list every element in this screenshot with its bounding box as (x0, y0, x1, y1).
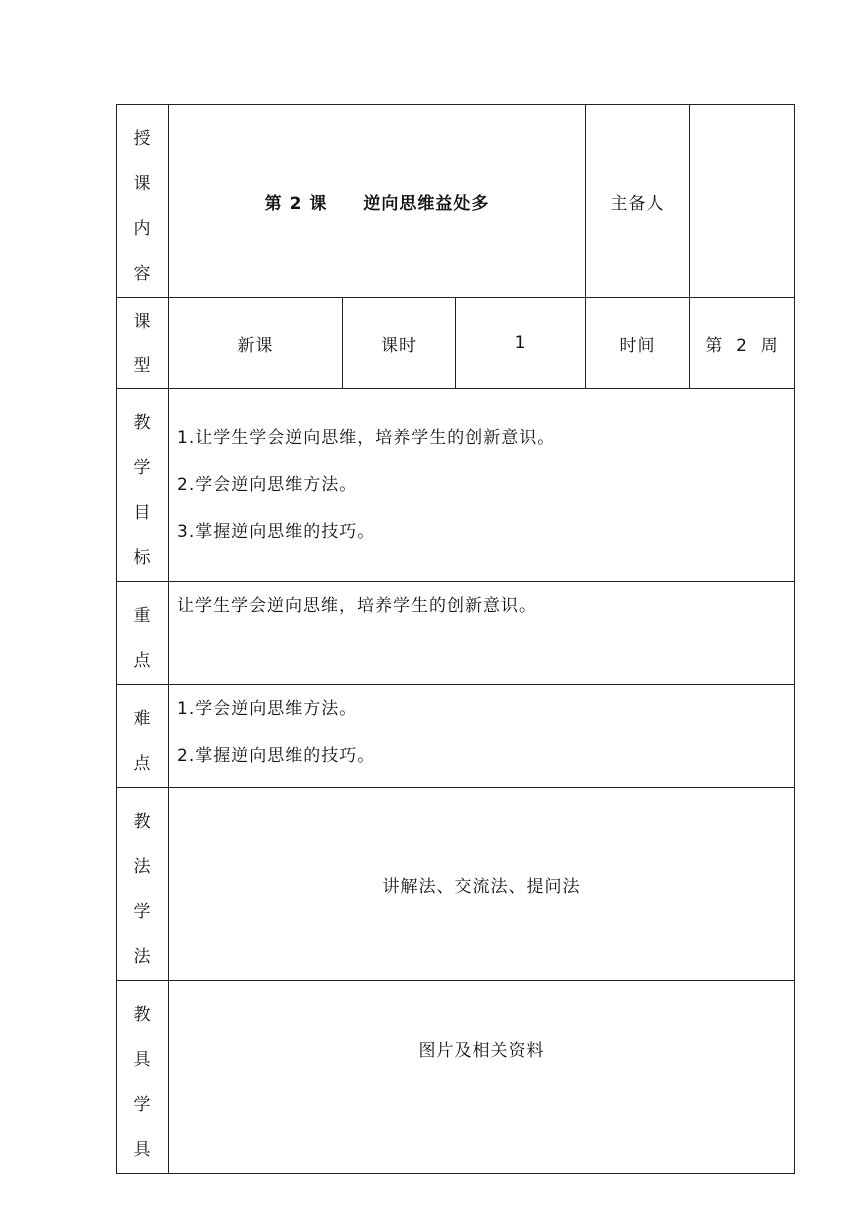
label-char: 学 (133, 902, 152, 922)
label-lesson-type (117, 298, 169, 389)
label-difficulties (117, 685, 169, 788)
label-char: 内 (133, 219, 152, 239)
owner-value (690, 105, 795, 298)
label-char: 重 (133, 606, 152, 626)
label-char: 学 (133, 1095, 152, 1115)
time-label: 时间 (586, 298, 690, 389)
label-teaching-methods (117, 788, 169, 981)
difficulties-content (169, 685, 795, 788)
label-char: 授 (133, 129, 152, 149)
label-char: 具 (133, 1050, 152, 1070)
row-teaching-goals (117, 389, 795, 582)
hours-label: 课时 (343, 298, 456, 389)
lesson-plan-table (116, 104, 795, 1174)
lesson-number: 第 2 课 (264, 193, 328, 214)
label-char: 点 (133, 754, 152, 774)
label-char: 课 (133, 174, 152, 194)
label-char: 型 (133, 356, 152, 376)
row-lesson-content (117, 105, 795, 298)
goal-item: 3.掌握逆向思维的技巧。 (177, 521, 376, 542)
label-char: 法 (133, 947, 152, 967)
label-char: 法 (133, 857, 152, 877)
label-char: 教 (133, 1005, 152, 1025)
row-lesson-type (117, 298, 795, 389)
row-key-points (117, 582, 795, 685)
teaching-aids-content: 图片及相关资料 (169, 981, 795, 1174)
label-teaching-goals (117, 389, 169, 582)
teaching-methods-content: 讲解法、交流法、提问法 (169, 788, 795, 981)
goal-item: 1.让学生学会逆向思维，培养学生的创新意识。 (177, 427, 556, 448)
label-key-points (117, 582, 169, 685)
label-char: 目 (133, 503, 152, 523)
label-char: 课 (133, 312, 152, 332)
label-char: 教 (133, 812, 152, 832)
owner-label: 主备人 (586, 105, 690, 298)
label-char: 教 (133, 413, 152, 433)
label-teaching-aids (117, 981, 169, 1174)
row-teaching-methods (117, 788, 795, 981)
lesson-type-value: 新课 (169, 298, 343, 389)
row-teaching-aids (117, 981, 795, 1174)
goal-item: 2.学会逆向思维方法。 (177, 474, 358, 495)
row-difficulties (117, 685, 795, 788)
label-char: 具 (133, 1140, 152, 1160)
hours-value: 1 (456, 298, 586, 389)
label-char: 容 (133, 264, 152, 284)
label-char: 点 (133, 651, 152, 671)
difficulty-item: 1.学会逆向思维方法。 (177, 699, 358, 719)
lesson-name: 逆向思维益处多 (363, 193, 490, 214)
label-char: 学 (133, 458, 152, 478)
label-char: 标 (133, 548, 152, 568)
key-points-content (169, 582, 795, 685)
teaching-goals-content (169, 389, 795, 582)
label-lesson-content (117, 105, 169, 298)
label-char: 难 (133, 709, 152, 729)
difficulty-item: 2.掌握逆向思维的技巧。 (177, 746, 376, 766)
key-point-text: 让学生学会逆向思维，培养学生的创新意识。 (177, 596, 537, 616)
lesson-title (169, 105, 586, 298)
time-value: 第 2 周 (690, 298, 795, 389)
